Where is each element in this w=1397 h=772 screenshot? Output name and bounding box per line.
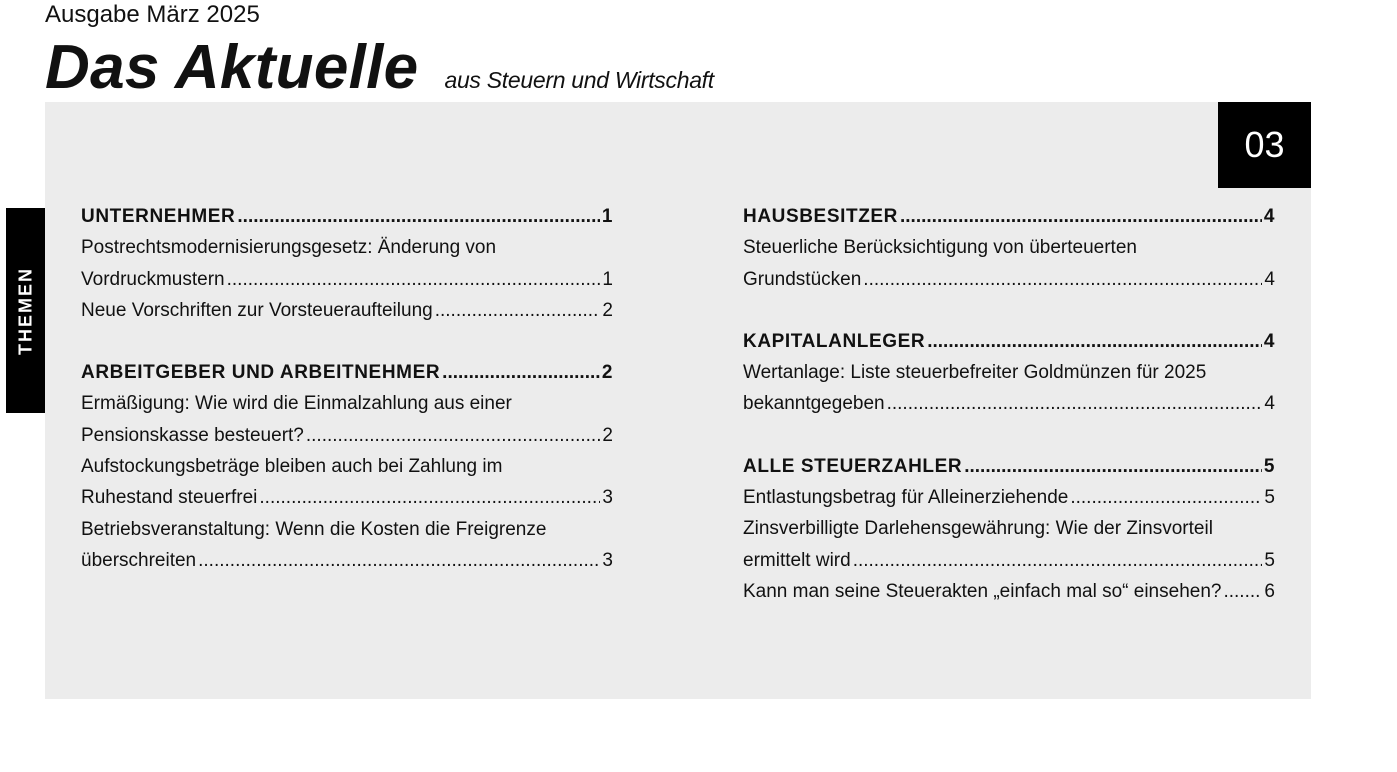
dot-leader [927,326,1262,357]
toc-column-left [81,201,613,607]
dot-leader [259,482,600,513]
toc-entry-line-wrap [743,357,1275,388]
toc-entry-text: Wertanlage: Liste steuerbefreiter Goldmünzen für 2025 [743,362,1207,384]
toc-entry-page-number: 6 [1264,580,1275,602]
dot-leader [964,451,1262,482]
toc-entry-text: Aufstockungsbeträge bleiben auch bei Zahlung im [81,456,503,478]
toc-section [743,326,1275,420]
dot-leader [887,388,1263,419]
toc-entry-line [81,295,613,326]
toc-entry-page-number: 2 [602,424,613,446]
dot-leader [863,264,1262,295]
dot-leader [1223,576,1262,607]
masthead [45,32,714,104]
toc-entry-text: Grundstücken [743,268,862,290]
toc-entry-line-wrap [743,232,1275,263]
toc-entry-line [743,482,1275,513]
edition-label: Ausgabe März 2025 [45,1,260,28]
dot-leader [853,545,1263,576]
toc-entry-page-number: 1 [602,268,613,290]
toc-entry-line-wrap [81,514,613,545]
toc-entry-line-wrap [81,451,613,482]
toc-entry-text: Postrechtsmodernisierungsgesetz: Änderung von [81,237,497,259]
toc-entry-text: Ermäßigung: Wie wird die Einmalzahlung aus einer [81,393,512,415]
toc-entry-line [743,264,1275,295]
toc-entry-text: Steuerliche Berücksichtigung von überteuerten [743,237,1137,259]
toc-section [81,357,613,576]
toc-entry-page-number: 5 [1264,487,1275,509]
dot-leader [227,264,601,295]
toc-entry-page-number: 3 [602,487,613,509]
section-heading [743,201,1275,232]
toc-entry-text: Ruhestand steuerfrei [81,487,258,509]
section-heading [81,357,613,388]
section-page-number: 5 [1263,455,1275,477]
toc-entry-text: überschreiten [81,549,197,571]
section-heading-text: HAUSBESITZER [743,206,898,227]
issue-number-badge: 03 [1218,102,1311,188]
toc-entry-text: Entlastungsbetrag für Alleinerziehende [743,487,1069,509]
section-page-number: 1 [601,206,613,227]
toc-entry-line [743,388,1275,419]
toc-entry-line [81,264,613,295]
toc-section [743,451,1275,607]
section-heading [743,451,1275,482]
toc-entry-line-wrap [743,513,1275,544]
side-tab-label: THEMEN [15,266,35,355]
section-heading-text: KAPITALANLEGER [743,330,926,352]
themen-side-tab [6,208,45,413]
section-page-number: 2 [601,362,613,384]
toc-entry-line [81,482,613,513]
section-page-number: 4 [1263,330,1275,352]
newsletter-title: Das Aktuelle [45,33,419,102]
toc-entry-text: Neue Vorschriften zur Vorsteueraufteilung [81,299,433,321]
dot-leader [435,295,601,326]
section-heading-text: ARBEITGEBER UND ARBEITNEHMER [81,362,441,384]
toc-entry-page-number: 4 [1264,393,1275,415]
toc-entry-page-number: 3 [602,549,613,571]
section-page-number: 4 [1263,206,1275,227]
toc-entry-line [743,545,1275,576]
toc-entry-text: Kann man seine Steuerakten „einfach mal so“ einsehen? [743,580,1222,602]
section-heading [743,326,1275,357]
dot-leader [237,201,599,232]
toc-entry-text: Vordruckmustern [81,268,225,290]
dot-leader [306,420,601,451]
toc-section [743,201,1275,295]
toc-entry-line-wrap [81,232,613,263]
section-heading-text: UNTERNEHMER [81,206,236,227]
toc-entry-text: Betriebsveranstaltung: Wenn die Kosten die Freigrenze [81,518,547,540]
toc-entry-line-wrap [81,388,613,419]
dot-leader [198,545,600,576]
toc-entry-page-number: 4 [1264,268,1275,290]
dot-leader [1070,482,1262,513]
section-heading-text: ALLE STEUERZAHLER [743,455,963,477]
dot-leader [442,357,600,388]
newsletter-subtitle: aus Steuern und Wirtschaft [444,67,714,93]
toc-entry-text: Pensionskasse besteuert? [81,424,304,446]
toc-entry-text: bekanntgegeben [743,393,885,415]
toc-entry-text: ermittelt wird [743,549,851,571]
toc-entry-page-number: 5 [1264,549,1275,571]
toc-entry-text: Zinsverbilligte Darlehensgewährung: Wie der Zinsvorteil [743,518,1213,540]
toc-column-right [743,201,1275,638]
toc-entry-line [81,545,613,576]
dot-leader [900,201,1262,232]
section-heading [81,201,613,232]
toc-entry-line [81,420,613,451]
toc-section [81,201,613,326]
toc-entry-page-number: 2 [602,299,613,321]
toc-entry-line [743,576,1275,607]
